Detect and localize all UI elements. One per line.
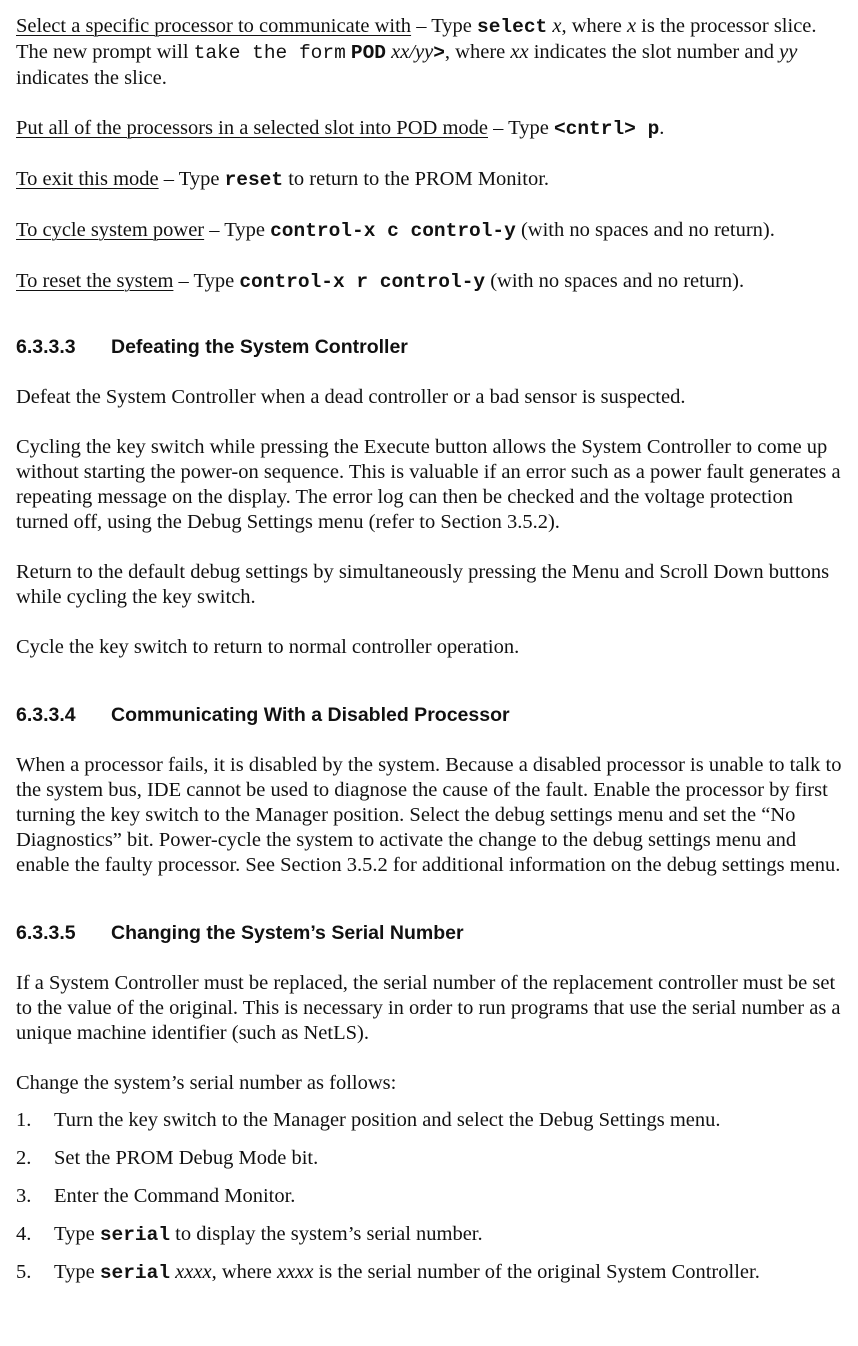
select-processor-link: Select a specific processor to communicate with (16, 15, 412, 37)
pod-mode-paragraph: Put all of the processors in a selected slot into POD mode – Type <cntrl> p. (16, 117, 665, 140)
body-paragraph: When a processor fails, it is disabled by the system. Because a disabled processor is unable to talk to the system bus, IDE cannot be used to diagnose the cause of the fault. Enable the processor by first turning the key switch to the Manager position. Select the debug settings menu and set the “No Diagnostics” bit. Power-cycle the system to activate the change to the debug settings menu and enable the faulty processor. See Section 3.5.2 for additional information on the debug settings menu. (16, 754, 842, 876)
step-number: 1. (16, 1109, 32, 1131)
section-title: Communicating With a Disabled Processor (111, 704, 510, 726)
list-item: 5. Type serial xxxx, where xxxx is the serial number of the original System Controller. (16, 1261, 760, 1284)
cycle-power-link: To cycle system power (16, 219, 205, 241)
section-heading-6-3-3-5 (16, 921, 846, 946)
pod-prompt: POD (350, 42, 386, 64)
select-processor-paragraph: Select a specific processor to communicate with – Type select x, where x is the processor slice. The new prompt will take the form POD xx/yy>, where xx indicates the slot number and yy indicates the slice. (16, 15, 817, 89)
document-page (16, 14, 846, 1298)
section-title: Defeating the System Controller (111, 336, 408, 358)
cycle-power-paragraph: To cycle system power – Type control-x c control-y (with no spaces and no return). (16, 219, 775, 242)
section-number: 6.3.3.5 (16, 922, 76, 944)
step-number: 5. (16, 1261, 32, 1283)
body-paragraph: Change the system’s serial number as follows: (16, 1072, 397, 1094)
reset-system-command: control-x r control-y (239, 271, 486, 293)
body-paragraph: If a System Controller must be replaced, the serial number of the replacement controller must be set to the value of the original. This is necessary in order to run programs that use the serial number as a unique machine identifier (such as NetLS). (16, 972, 841, 1044)
section-title: Changing the System’s Serial Number (111, 922, 464, 944)
section-number: 6.3.3.4 (16, 704, 76, 726)
step-text: Set the PROM Debug Mode bit. (54, 1147, 319, 1169)
reset-command: reset (224, 169, 284, 191)
cycle-power-command: control-x c control-y (270, 220, 516, 242)
serial-command: serial (99, 1262, 171, 1284)
select-command: select (477, 16, 548, 38)
list-item (16, 1108, 846, 1146)
list-item: 4. Type serial to display the system’s serial number. (16, 1223, 483, 1246)
body-paragraph: Cycle the key switch to return to normal controller operation. (16, 636, 520, 658)
cntrl-p-command: <cntrl> p (553, 118, 660, 140)
serial-number-steps (16, 1108, 846, 1298)
list-item (16, 1146, 846, 1184)
step-number: 4. (16, 1223, 32, 1245)
pod-mode-link: Put all of the processors in a selected slot into POD mode (16, 117, 488, 139)
step-text: Turn the key switch to the Manager position and select the Debug Settings menu. (54, 1109, 721, 1131)
exit-mode-paragraph: To exit this mode – Type reset to return to the PROM Monitor. (16, 168, 550, 191)
section-heading-6-3-3-4 (16, 703, 846, 728)
section-number: 6.3.3.3 (16, 336, 76, 358)
exit-mode-link: To exit this mode (16, 168, 159, 190)
body-paragraph: Return to the default debug settings by simultaneously pressing the Menu and Scroll Down buttons while cycling the key switch. (16, 561, 830, 608)
reset-system-link: To reset the system (16, 270, 174, 292)
step-number: 2. (16, 1147, 32, 1169)
step-text: Enter the Command Monitor. (54, 1185, 296, 1207)
step-number: 3. (16, 1185, 32, 1207)
section-heading-6-3-3-3 (16, 335, 846, 360)
reset-system-paragraph: To reset the system – Type control-x r control-y (with no spaces and no return). (16, 270, 745, 293)
body-paragraph: Defeat the System Controller when a dead controller or a bad sensor is suspected. (16, 386, 686, 408)
list-item (16, 1184, 846, 1222)
body-paragraph: Cycling the key switch while pressing the Execute button allows the System Controller to come up without starting the power-on sequence. This is valuable if an error such as a power fault generates a repeating message on the display. The error log can then be checked and the voltage protection turned off, using the Debug Settings menu (refer to Section 3.5.2). (16, 436, 841, 533)
serial-command: serial (99, 1224, 171, 1246)
